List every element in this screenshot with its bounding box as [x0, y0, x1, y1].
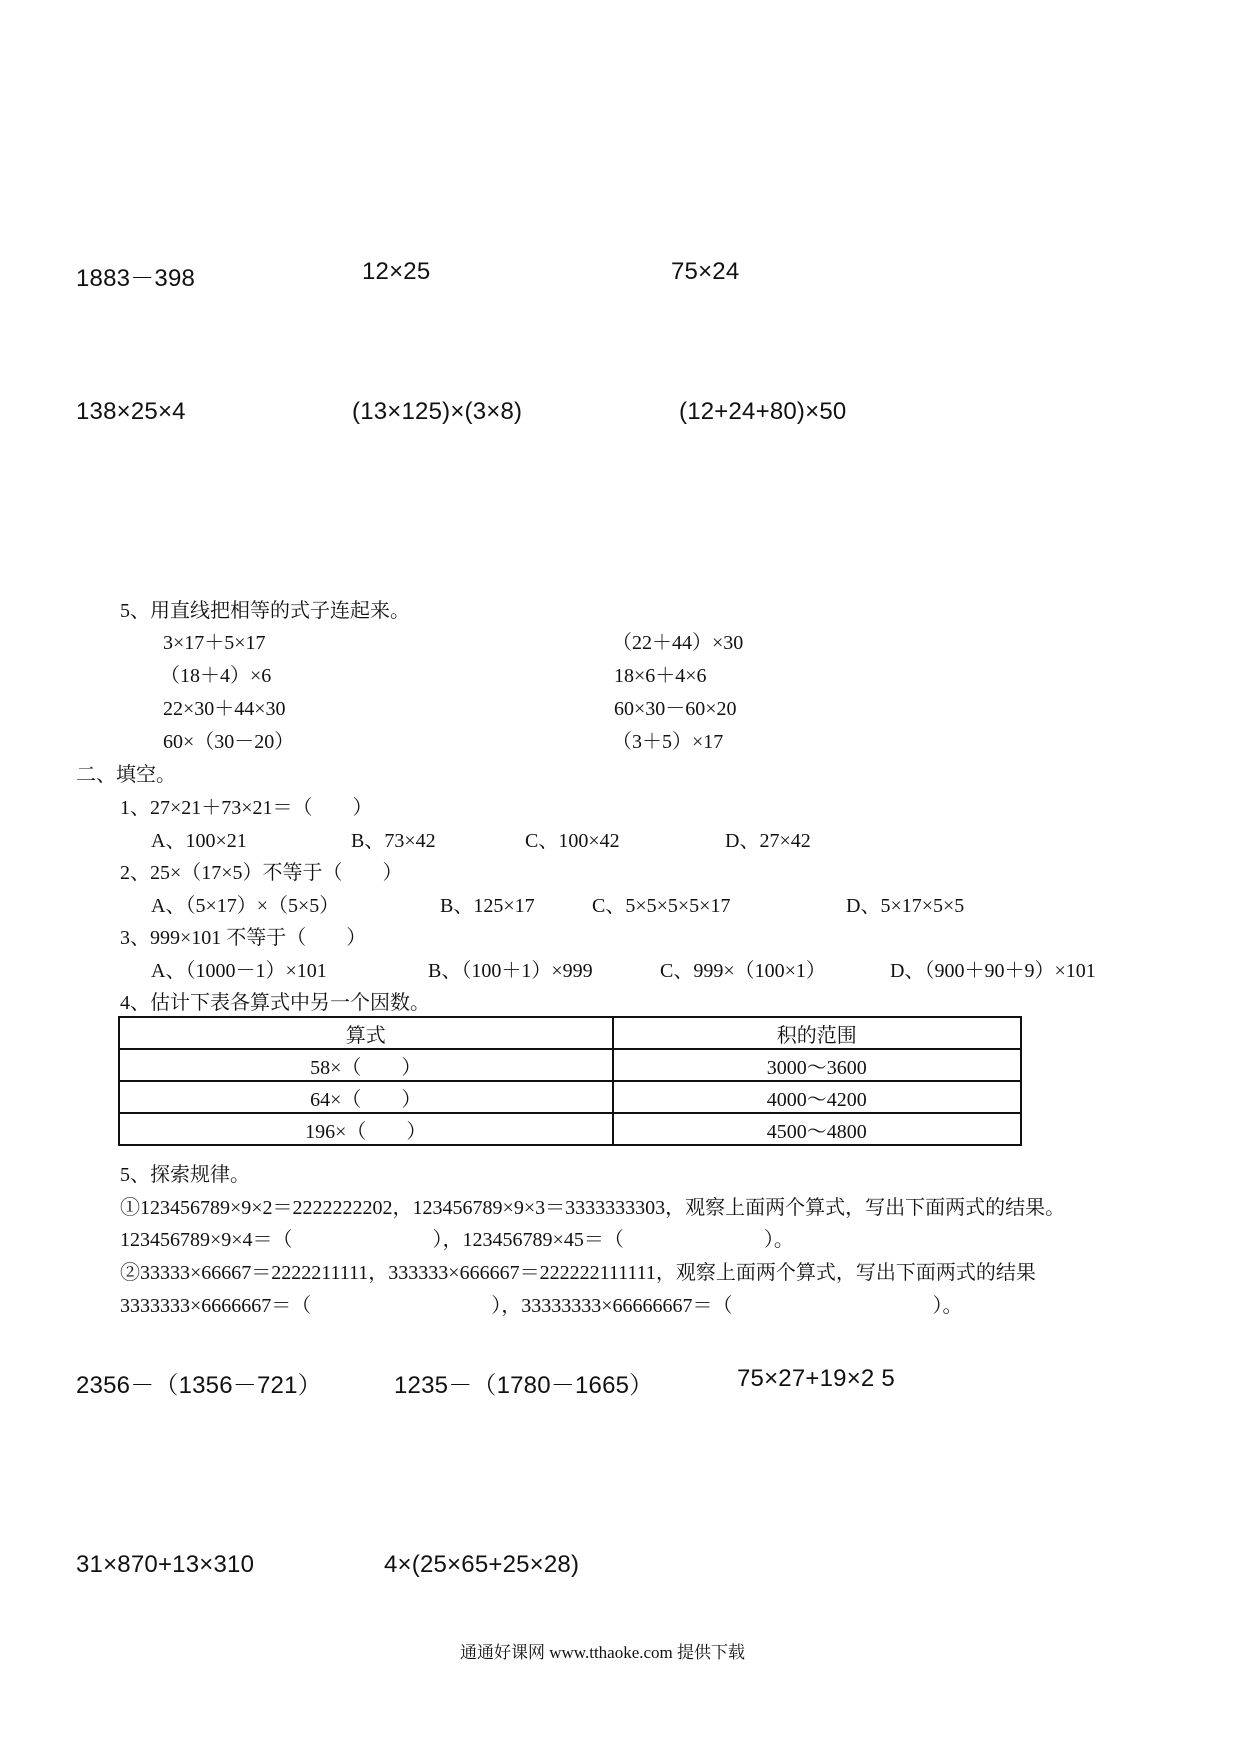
connect-right-item: 18×6＋4×6 [614, 665, 707, 687]
calc-expression: 2356－（1356－721） [76, 1372, 322, 1399]
estimate-table [118, 1016, 1022, 1146]
choice-option: B、125×17 [440, 895, 535, 917]
choice-option: D、（900＋90＋9）×101 [890, 960, 1096, 982]
choice-option: D、5×17×5×5 [846, 895, 965, 917]
table-cell: 4500～4800 [613, 1113, 1021, 1145]
choice-option: C、100×42 [525, 830, 620, 852]
calc-expression: 12×25 [362, 258, 431, 285]
question-stem: 3、999×101 不等于（ ） [120, 927, 367, 949]
choice-option: A、（5×17）×（5×5） [151, 895, 340, 917]
connect-left-item: 22×30＋44×30 [163, 698, 286, 720]
calc-expression: 75×27+19×2 5 [737, 1365, 895, 1392]
calc-expression: 1883－398 [76, 265, 196, 292]
table-header-row [119, 1017, 1021, 1049]
table-row [119, 1049, 1021, 1081]
connect-left-item: 3×17＋5×17 [163, 632, 266, 654]
question-stem: 2、25×（17×5）不等于（ ） [120, 862, 403, 884]
choice-option: B、（100＋1）×999 [428, 960, 593, 982]
table-cell: 4000～4200 [613, 1081, 1021, 1113]
choice-option: B、73×42 [351, 830, 436, 852]
connect-right-item: （3＋5）×17 [612, 731, 724, 753]
table-header: 积的范围 [613, 1017, 1021, 1049]
pattern-text: ①123456789×9×2＝2222222202，123456789×9×3＝3333333303，观察上面两个算式，写出下面两式的结果。 [120, 1197, 1066, 1219]
pattern-answer-line: 123456789×9×4＝（ ），123456789×45＝（ ）。 [120, 1229, 794, 1251]
table-row [119, 1081, 1021, 1113]
choice-option: C、999×（100×1） [660, 960, 826, 982]
calc-expression: (12+24+80)×50 [679, 398, 847, 425]
calc-expression: (13×125)×(3×8) [352, 398, 523, 425]
table-row [119, 1113, 1021, 1145]
question-stem: 1、27×21＋73×21＝（ ） [120, 797, 373, 819]
calc-expression: 75×24 [671, 258, 740, 285]
question-stem: 4、估计下表各算式中另一个因数。 [120, 992, 430, 1014]
table-cell: 196×（ ） [119, 1113, 613, 1145]
section-heading: 二、填空。 [76, 764, 176, 786]
choice-option: D、27×42 [725, 830, 811, 852]
connect-left-item: （18＋4）×6 [160, 665, 272, 687]
choice-option: A、（1000－1）×101 [151, 960, 327, 982]
pattern-text: ②33333×66667＝2222211111，333333×666667＝222222111111，观察上面两个算式，写出下面两式的结果 [120, 1262, 1036, 1284]
page-footer: 通通好课网 www.tthaoke.com 提供下载 [460, 1643, 746, 1662]
choice-option: C、5×5×5×5×17 [592, 895, 731, 917]
table-header: 算式 [119, 1017, 613, 1049]
choice-option: A、100×21 [151, 830, 247, 852]
pattern-answer-line: 3333333×6666667＝（ ），33333333×66666667＝（ ）。 [120, 1295, 963, 1317]
calc-expression: 4×(25×65+25×28) [384, 1551, 580, 1578]
table-cell: 3000～3600 [613, 1049, 1021, 1081]
calc-expression: 1235－（1780－1665） [394, 1372, 654, 1399]
calc-expression: 138×25×4 [76, 398, 186, 425]
calc-expression: 31×870+13×310 [76, 1551, 255, 1578]
connect-left-item: 60×（30－20） [163, 731, 295, 753]
table-cell: 58×（ ） [119, 1049, 613, 1081]
question-stem: 5、探索规律。 [120, 1164, 250, 1186]
table-cell: 64×（ ） [119, 1081, 613, 1113]
connect-right-item: （22＋44）×30 [612, 632, 744, 654]
connect-right-item: 60×30－60×20 [614, 698, 737, 720]
question-title: 5、用直线把相等的式子连起来。 [120, 600, 410, 622]
